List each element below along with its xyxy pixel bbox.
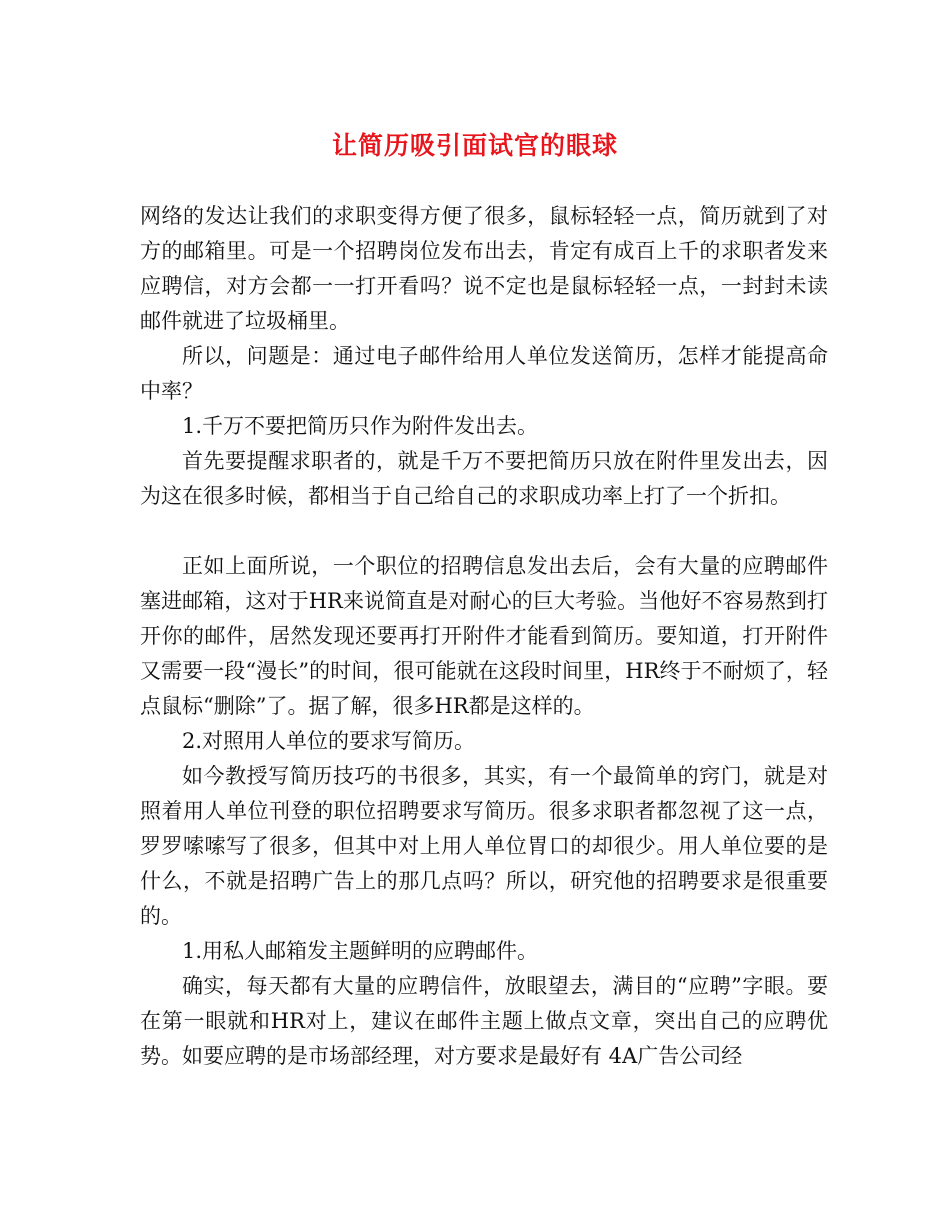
paragraph-heading-1: 1.千万不要把简历只作为附件发出去。 xyxy=(182,414,539,438)
document-title: 让简历吸引面试官的眼球 xyxy=(331,131,618,160)
paragraph-heading-3: 1.用私人邮箱发主题鲜明的应聘邮件。 xyxy=(182,939,539,963)
paragraph-intro: 网络的发达让我们的求职变得方便了很多，鼠标轻轻一点，简历就到了对方的邮箱里。可是一个招聘岗位发布出去，肯定有成百上千的求职者发来应聘信，对方会都一一打开看吗？说不定也是鼠标轻轻一点，一封封未读邮件就进了垃圾桶里。 xyxy=(140,204,828,333)
paragraph-attachment-warning: 首先要提醒求职者的，就是千万不要把简历只放在附件里发出去，因为这在很多时候，都相当于自己给自己的求职成功率上打了一个折扣。 xyxy=(140,449,828,508)
document-body xyxy=(140,199,828,1074)
paragraph-requirements: 如今教授写简历技巧的书很多，其实，有一个最简单的窍门，就是对照着用人单位刊登的职位招聘要求写简历。很多求职者都忽视了这一点，罗罗嗦嗦写了很多，但其中对上用人单位胃口的却很少。用人单位要的是什么，不就是招聘广告上的那几点吗？所以，研究他的招聘要求是很重要的。 xyxy=(140,764,828,928)
paragraph-email-subject: 确实，每天都有大量的应聘信件，放眼望去，满目的“应聘”字眼。要在第一眼就和HR对上，建议在邮件主题上做点文章，突出自己的应聘优势。如要应聘的是市场部经理，对方要求是最好有 4A广告公司经 xyxy=(140,974,828,1068)
paragraph-heading-2: 2.对照用人单位的要求写简历。 xyxy=(182,729,476,753)
paragraph-hr-patience: 正如上面所说，一个职位的招聘信息发出去后，会有大量的应聘邮件塞进邮箱，这对于HR来说简直是对耐心的巨大考验。当他好不容易熬到打开你的邮件，居然发现还要再打开附件才能看到简历。要知道，打开附件又需要一段“漫长”的时间，很可能就在这段时间里，HR终于不耐烦了，轻点鼠标“删除”了。据了解，很多HR都是这样的。 xyxy=(140,554,828,718)
paragraph-question: 所以，问题是：通过电子邮件给用人单位发送简历，怎样才能提高命中率？ xyxy=(140,344,828,403)
